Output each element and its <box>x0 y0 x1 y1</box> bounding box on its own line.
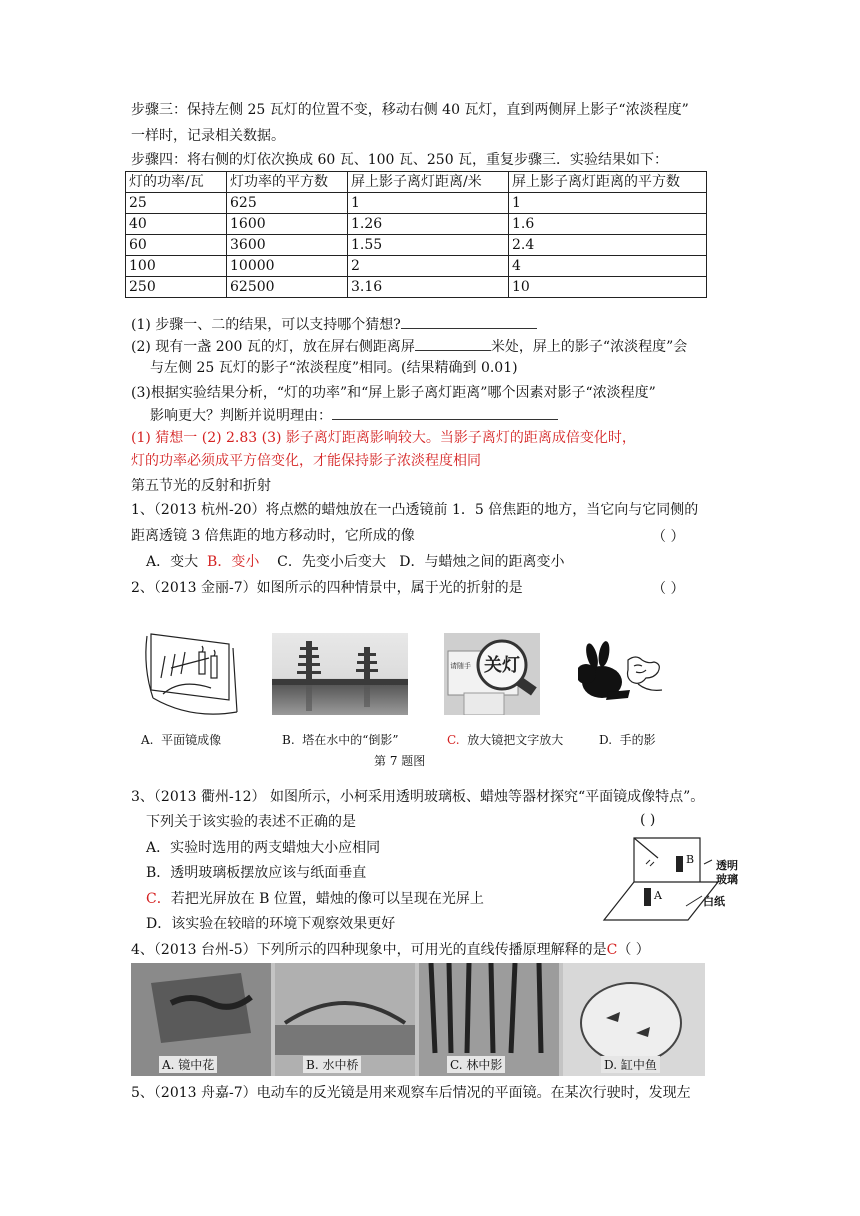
answer-line-2: 灯的功率必须成平方倍变化，才能保持影子浓淡程度相同 <box>131 453 481 469</box>
option-c-letter: C． <box>146 891 171 907</box>
table-cell: 3600 <box>227 235 348 256</box>
fig-label-a: A <box>654 889 662 902</box>
caption-a-text: 平面镜成像 <box>161 733 222 747</box>
problem-1-options <box>146 552 564 572</box>
table-row <box>126 277 707 298</box>
caption-b-text: 塔在水中的“倒影” <box>302 733 399 747</box>
answer-parentheses: （ ） <box>617 942 650 958</box>
problem-3-option-b: B．透明玻璃板摆放应该与纸面垂直 <box>146 865 367 881</box>
table-header-cell: 灯功率的平方数 <box>227 172 348 193</box>
table-cell: 1 <box>348 193 509 214</box>
table-cell: 625 <box>227 193 348 214</box>
table-cell: 25 <box>126 193 227 214</box>
sign-text: 关灯 <box>484 655 520 676</box>
question-2 <box>131 336 687 357</box>
table-cell: 4 <box>509 256 707 277</box>
caption-d-letter: D. <box>599 733 613 747</box>
mirror-image-figure <box>141 628 245 720</box>
problem-3-option-a: A．实验时选用的两支蜡烛大小应相同 <box>146 840 381 856</box>
problem-3-line1: 3、（2013 衢州-12） 如图所示，小柯采用透明玻璃板、蜡烛等器材探究“平面镜成像特点”。 <box>131 789 705 805</box>
caption-d-text: 手的影 <box>619 733 656 747</box>
question-3a: (3)根据实验结果分析，“灯的功率”和“屏上影子离灯距离”哪个因素对影子“浓淡程度” <box>131 385 656 401</box>
caption-a-letter: A. <box>141 733 154 747</box>
caption-c-letter: C. <box>447 733 460 747</box>
problem-5-line1: 5、（2013 舟嘉-7）电动车的反光镜是用来观察车后情况的平面镜。在某次行驶时，发现左 <box>131 1085 691 1101</box>
step3-line1: 步骤三：保持左侧 25 瓦灯的位置不变，移动右侧 40 瓦灯，直到两侧屏上影子“浓淡程度” <box>131 102 689 118</box>
answer-parentheses: （ ） <box>652 529 685 545</box>
table-cell: 1 <box>509 193 707 214</box>
sign-prefix: 请随手 <box>450 662 471 670</box>
question-2-cont: 与左侧 25 瓦灯的影子“浓淡程度”相同。(结果精确到 0.01) <box>150 360 518 376</box>
results-table <box>125 171 707 298</box>
table-cell: 62500 <box>227 277 348 298</box>
table-cell: 40 <box>126 214 227 235</box>
option-c: C．先变小后变大 <box>277 554 386 570</box>
option-c-text: 若把光屏放在 B 位置，蜡烛的像可以呈现在光屏上 <box>170 891 484 907</box>
pagoda-icon <box>272 633 408 715</box>
caption-a <box>141 731 221 748</box>
problem-1-line1: 1、（2013 杭州-20）将点燃的蜡烛放在一凸透镜前 1．5 倍焦距的地方，当它向与它同侧的 <box>131 502 699 518</box>
caption-d <box>599 731 656 748</box>
answer-blank <box>415 336 491 351</box>
figure-caption: 第 7 题图 <box>374 754 426 768</box>
option-d: D．与蜡烛之间的距离变小 <box>399 554 565 570</box>
table-cell: 60 <box>126 235 227 256</box>
caption-c <box>447 731 563 748</box>
caption-b <box>282 731 399 748</box>
answer-blank <box>401 314 537 329</box>
table-cell: 1.6 <box>509 214 707 235</box>
fig-label-b: B <box>686 853 695 866</box>
question-2-text-b: 米处，屏上的影子“浓淡程度”会 <box>490 339 688 355</box>
hand-shadow-figure <box>578 640 666 710</box>
problem-1-line2: 距离透镜 3 倍焦距的地方移动时，它所成的像 <box>131 528 415 544</box>
option-b: B．变小 <box>207 554 260 570</box>
table-header-row <box>126 172 707 193</box>
table-cell: 250 <box>126 277 227 298</box>
question-3b <box>150 405 558 426</box>
table-cell: 10 <box>509 277 707 298</box>
table-header-cell: 灯的功率/瓦 <box>126 172 227 193</box>
answer-parentheses: （ ） <box>652 581 685 597</box>
problem-4-line1 <box>131 940 650 960</box>
photo-caption-b: B. 水中桥 <box>303 1056 361 1073</box>
caption-b-letter: B. <box>282 733 295 747</box>
table-cell: 1.55 <box>348 235 509 256</box>
problem-3-line2: 下列关于该实验的表述不正确的是 <box>146 814 356 830</box>
table-row <box>126 235 707 256</box>
photo-caption-c: C. 林中影 <box>447 1056 505 1073</box>
table-cell: 1600 <box>227 214 348 235</box>
table-cell: 1.26 <box>348 214 509 235</box>
table-cell: 2 <box>348 256 509 277</box>
answer-parentheses: ( ) <box>640 812 656 828</box>
phenomena-photo-strip <box>131 963 705 1076</box>
step3-line2: 一样时，记录相关数据。 <box>131 128 285 144</box>
magnifier-sign-photo <box>444 633 540 715</box>
problem-3-option-c <box>146 889 484 909</box>
question-1-text: (1) 步骤一、二的结果，可以支持哪个猜想? <box>131 317 401 333</box>
caption-c-text: 放大镜把文字放大 <box>467 733 564 747</box>
photo-caption-d: D. 缸中鱼 <box>601 1056 660 1073</box>
section-title: 第五节光的反射和折射 <box>131 478 271 494</box>
question-2-text-a: (2) 现有一盏 200 瓦的灯，放在屏右侧距离屏 <box>131 339 415 355</box>
problem-4-text: 4、（2013 台州-5）下列所示的四种现象中，可用光的直线传播原理解释的是 <box>131 942 607 958</box>
photo-caption-a: A. 镜中花 <box>159 1056 217 1073</box>
problem-3-option-d: D．该实验在较暗的环境下观察效果更好 <box>146 916 396 932</box>
option-a: A．变大 <box>146 554 199 570</box>
table-cell: 10000 <box>227 256 348 277</box>
problem-2-line1: 2、（2013 金丽-7）如图所示的四种情景中，属于光的折射的是 <box>131 580 523 596</box>
table-row <box>126 214 707 235</box>
fig-label-paper: 白纸 <box>703 895 725 908</box>
problem-4-answer: C <box>606 942 618 958</box>
pagoda-reflection-photo <box>272 633 408 715</box>
table-row <box>126 256 707 277</box>
answer-line-1: (1) 猜想一 (2) 2.83 (3) 影子离灯距离影响较大。当影子离灯的距离成倍变化时， <box>131 430 636 446</box>
step4-text: 步骤四：将右侧的灯依次换成 60 瓦、100 瓦、250 瓦，重复步骤三．实验结果如下： <box>131 152 669 168</box>
fig-label-glass-1: 透明 <box>716 859 738 872</box>
question-1 <box>131 314 537 335</box>
table-header-cell: 屏上影子离灯距离/米 <box>348 172 509 193</box>
answer-blank <box>332 405 558 420</box>
table-cell: 2.4 <box>509 235 707 256</box>
table-cell: 100 <box>126 256 227 277</box>
table-header-cell: 屏上影子离灯距离的平方数 <box>509 172 707 193</box>
table-row <box>126 193 707 214</box>
fig-label-glass-2: 玻璃 <box>716 873 738 886</box>
table-cell: 3.16 <box>348 277 509 298</box>
question-3b-text: 影响更大？判断并说明理由： <box>150 408 332 424</box>
